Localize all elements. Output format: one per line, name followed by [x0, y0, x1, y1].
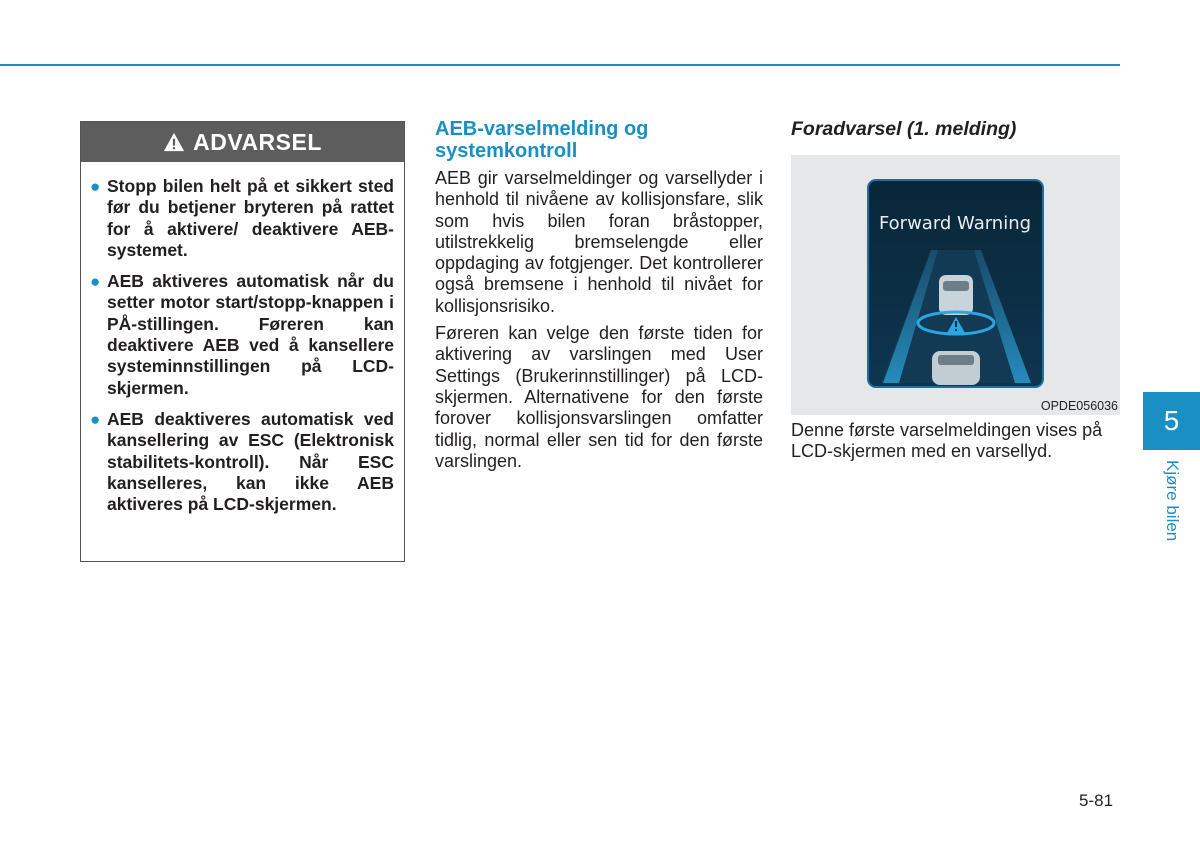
warning-item-text: AEB deaktiveres automatisk ved kansellering av ESC (Elektronisk stabilitets-kontroll). Når ESC kanselleres, kan ikke AEB aktiveres på LCD-skjermen. [107, 408, 394, 515]
right-column [791, 117, 1120, 141]
bullet-icon: ● [90, 409, 101, 429]
chapter-number: 5 [1163, 405, 1180, 436]
figure-caption: Denne første varselmeldingen vises på LCD-skjermen med en varsellyd. [791, 420, 1103, 462]
middle-column [435, 118, 763, 478]
body-paragraph: Føreren kan velge den første tiden for aktivering av varslingen med User Settings (Brukerinnstillinger) på LCD-skjermen. Alternativene for den første forover kollisjonsvarslingen omfatter tidlig, normal eller sen tid for den første varslingen. [435, 323, 763, 471]
lcd-figure [791, 155, 1120, 415]
warning-item-text: AEB aktiveres automatisk når du setter motor start/stopp-knappen i PÅ-stillingen. Føreren kan deaktivere AEB ved å kansellere systeminnstillingen på LCD-skjermen. [107, 271, 394, 398]
top-rule [0, 64, 1120, 66]
warning-triangle-icon [163, 131, 185, 153]
section-heading: AEB-varselmelding og systemkontroll [435, 118, 649, 162]
warning-title: ADVARSEL [193, 128, 322, 155]
bullet-icon: ● [90, 177, 101, 196]
warning-item [90, 271, 394, 399]
page-number: 5-81 [1079, 791, 1114, 810]
warning-item [90, 176, 394, 261]
chapter-title: Kjøre bilen [1163, 460, 1182, 542]
figure-code: OPDE056036 [1040, 399, 1118, 413]
lcd-display-illustration [791, 155, 1120, 415]
bullet-icon: ● [90, 272, 101, 292]
warning-list [81, 162, 404, 515]
warning-header [81, 122, 404, 162]
warning-item [90, 408, 394, 515]
chapter-tab [1143, 392, 1200, 450]
warning-item-text: Stopp bilen helt på et sikkert sted før du betjener bryteren på rattet for å aktivere/ deaktivere AEB-systemet. [107, 176, 394, 260]
body-paragraph: AEB gir varselmeldinger og varsellyder i henhold til nivåene av kollisjonsfare, slik som hvis bilen foran bråstopper, utilstrekkelig bremselengde eller oppdaging av fotgjenger. Det kontrollerer også bremsene i henhold til nivået for kollisjonsrisiko. [435, 168, 763, 316]
subsection-heading: Foradvarsel (1. melding) [791, 118, 1017, 140]
lcd-screen-text: Forward Warning [878, 213, 1032, 234]
warning-box [80, 121, 405, 562]
